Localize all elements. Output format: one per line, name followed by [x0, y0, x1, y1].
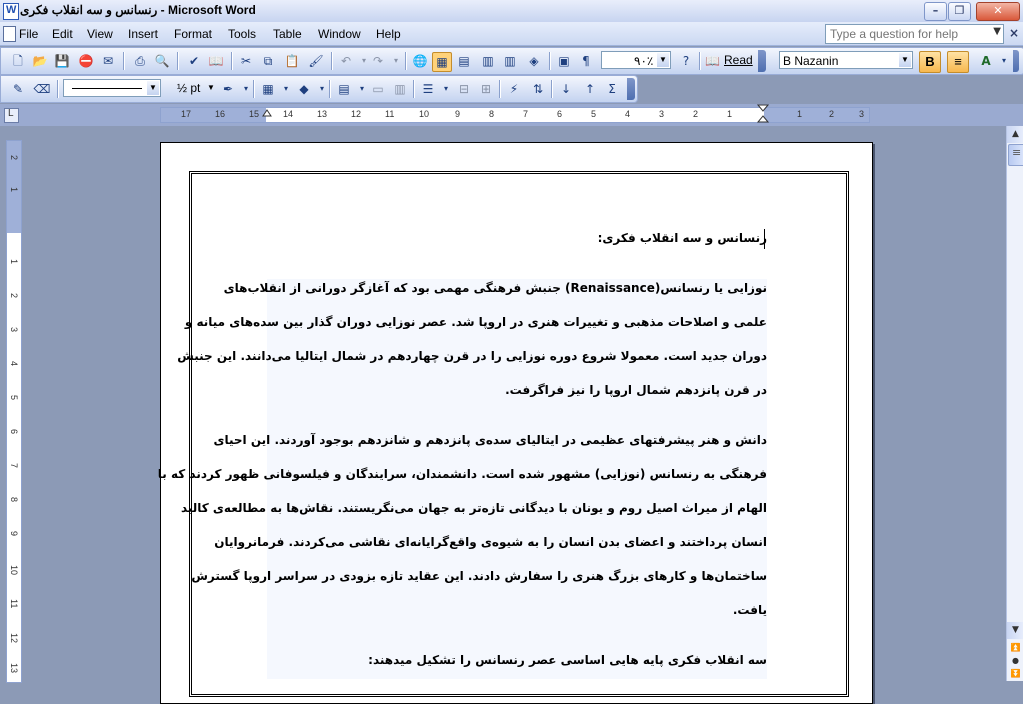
- close-button[interactable]: ✕: [976, 2, 1020, 21]
- cut-icon[interactable]: ✂: [240, 54, 252, 68]
- sort-ascending-icon[interactable]: ↓: [560, 82, 572, 96]
- print-icon[interactable]: ⎙: [135, 54, 145, 68]
- scroll-down-icon[interactable]: ▼: [1007, 622, 1023, 639]
- ruler-margin-right: [764, 108, 869, 122]
- select-browse-object-icon[interactable]: ●: [1012, 656, 1019, 665]
- window-title: رنسانس و سه انقلاب فکری - Microsoft Word: [20, 3, 256, 17]
- chevron-down-icon[interactable]: ▾: [319, 84, 324, 93]
- toolbar-separator: [231, 52, 233, 70]
- ruler-label: 1: [727, 109, 733, 119]
- autosum-icon[interactable]: Σ: [608, 82, 616, 96]
- toolbar-options-icon[interactable]: [627, 78, 635, 100]
- left-indent-marker-icon[interactable]: [262, 109, 272, 121]
- shading-color-icon[interactable]: ◆: [299, 82, 309, 96]
- ruler-label: 3: [859, 109, 865, 119]
- paragraph-line[interactable]: دانش و هنر پیشرفتهای عظیمی در ایتالیای سده‌ی پانزدهم و شانزدهم بوجود آوردند. این احیای: [213, 433, 767, 447]
- insert-excel-icon[interactable]: ▥: [482, 54, 494, 68]
- paragraph-line[interactable]: علمی و اصلاحات مذهبی و تغییرات هنری در اروپا شد. عصر نوزایی دوران گذار بین سده‌های میانه و: [184, 315, 767, 329]
- vruler-label: 3: [9, 327, 19, 333]
- chevron-down-icon[interactable]: ▾: [243, 84, 248, 93]
- ruler-label: 6: [557, 109, 563, 119]
- undo-dropdown-icon[interactable]: ▾: [361, 56, 366, 65]
- menu-window[interactable]: Window: [318, 27, 361, 41]
- ruler-label: 15: [249, 109, 260, 119]
- paste-icon[interactable]: 📋: [284, 54, 300, 68]
- insert-table-icon[interactable]: ▤: [458, 54, 470, 68]
- open-folder-icon[interactable]: 📂: [32, 54, 48, 68]
- menu-edit[interactable]: Edit: [52, 27, 73, 41]
- copy-icon[interactable]: ⧉: [263, 54, 273, 68]
- ruler-label: 4: [625, 109, 631, 119]
- vertical-scrollbar[interactable]: [1006, 126, 1023, 681]
- undo-icon[interactable]: ↶: [340, 54, 352, 68]
- ruler-label: 16: [215, 109, 226, 119]
- menu-insert[interactable]: Insert: [128, 27, 159, 41]
- paragraph-line[interactable]: سه انقلاب فکری پایه هایی اساسی عصر رنسانس را تشکیل میدهند:: [368, 653, 767, 667]
- toolbar-separator: [177, 52, 179, 70]
- vruler-label: 2: [9, 155, 19, 161]
- align-cell-icon[interactable]: ☰: [422, 82, 434, 96]
- ruler-label: 3: [659, 109, 665, 119]
- toolbar-separator: [499, 80, 501, 98]
- scroll-thumb[interactable]: [1008, 144, 1023, 166]
- chevron-down-icon[interactable]: ▾: [359, 84, 364, 93]
- merge-cells-icon[interactable]: ▭: [372, 82, 384, 96]
- line-weight-select[interactable]: [167, 79, 217, 97]
- font-color-icon[interactable]: A: [981, 54, 991, 68]
- paragraph-line[interactable]: نوزایی یا رنسانس(Renaissance) جنبش فرهنگی مهمی بود که آغازگر دورانی از انقلاب‌های: [223, 281, 767, 295]
- previous-page-icon[interactable]: ⏫: [1010, 643, 1021, 652]
- chevron-down-icon[interactable]: ▾: [1001, 56, 1006, 65]
- ruler-label: 2: [693, 109, 699, 119]
- document-icon[interactable]: [3, 26, 16, 42]
- menu-help[interactable]: Help: [376, 27, 401, 41]
- menu-view[interactable]: View: [87, 27, 113, 41]
- help-search-box[interactable]: [825, 24, 1004, 44]
- chevron-down-icon[interactable]: ▼: [899, 53, 911, 67]
- vruler-label: 9: [9, 531, 19, 537]
- distribute-rows-icon[interactable]: ⊟: [458, 82, 470, 96]
- menu-file[interactable]: File: [19, 27, 39, 41]
- show-hide-icon[interactable]: ¶: [582, 54, 590, 68]
- read-icon[interactable]: 📖: [705, 54, 720, 68]
- ruler-label: 7: [523, 109, 529, 119]
- permission-icon[interactable]: ⛔: [78, 54, 94, 68]
- standard-toolbar: [0, 47, 1023, 75]
- vruler-label: 6: [9, 429, 19, 435]
- spelling-icon[interactable]: ✔: [188, 54, 200, 68]
- vertical-ruler[interactable]: [6, 140, 22, 683]
- paragraph-line[interactable]: ساختمان‌ها و کارهای بزرگ هنری را سفارش دادند. این عقاید تازه بزودی در سراسر اروپا گسترش: [191, 569, 767, 583]
- paragraph-line[interactable]: یافت.: [732, 603, 767, 617]
- font-name-select[interactable]: [779, 51, 913, 69]
- vruler-label: 4: [9, 361, 19, 367]
- document-heading[interactable]: رنسانس و سه انقلاب فکری:: [597, 231, 767, 245]
- read-button[interactable]: Read: [724, 53, 753, 67]
- ruler-label: 5: [591, 109, 597, 119]
- toolbar-options-icon[interactable]: [1013, 50, 1019, 72]
- close-document-button[interactable]: ×: [1009, 26, 1020, 40]
- chevron-down-icon[interactable]: ▼: [207, 83, 215, 92]
- ruler-label: 14: [283, 109, 294, 119]
- print-preview-icon[interactable]: 🔍: [154, 54, 170, 68]
- vruler-label: 2: [9, 293, 19, 299]
- ruler-label: 12: [351, 109, 362, 119]
- paragraph-line[interactable]: انسان پرداختند و اعضای بدن انسان را به شیوه‌ی واقع‌گرایانه‌ای نقاشی می‌کردند. فرمانروایان: [214, 535, 767, 549]
- eraser-icon[interactable]: ⌫: [33, 82, 51, 96]
- format-painter-icon[interactable]: 🖌: [308, 54, 324, 68]
- toolbar-separator: [699, 52, 701, 70]
- menu-tools[interactable]: Tools: [228, 27, 257, 41]
- vruler-label: 5: [9, 395, 19, 401]
- vruler-label: 1: [9, 259, 19, 265]
- vruler-label: 13: [9, 663, 19, 674]
- zoom-value: ۹۰٪: [634, 54, 654, 68]
- indent-marker-icon[interactable]: [757, 104, 769, 124]
- borders-icon[interactable]: ▦: [262, 82, 274, 96]
- line-weight-value: ½ pt: [177, 81, 201, 95]
- line-style-sample: [72, 88, 142, 89]
- paragraph-line[interactable]: الهام از میراث اصیل روم و یونان با دیدگانی تازه‌تر به جهان می‌نگریستند. نقاش‌ها به مطالعه‌ی کالبد: [180, 501, 767, 515]
- ruler-area: [0, 104, 1023, 126]
- draw-table-icon[interactable]: ✎: [12, 82, 24, 96]
- help-icon[interactable]: ?: [682, 54, 690, 68]
- redo-dropdown-icon[interactable]: ▾: [393, 56, 398, 65]
- toolbar-separator: [331, 52, 333, 70]
- drawing-icon[interactable]: ◈: [529, 54, 539, 68]
- toolbar-separator: [413, 80, 415, 98]
- menu-format[interactable]: Format: [174, 27, 213, 41]
- ruler-label: 11: [385, 109, 395, 119]
- hyperlink-icon[interactable]: 🌐: [412, 54, 428, 68]
- document-map-icon[interactable]: ▣: [558, 54, 570, 68]
- paragraph-line[interactable]: دوران جدید است. معمولا شروع دوره نوزایی را در قرن چهاردهم در شمال ایتالیا می‌دانند. این جنبش: [177, 349, 767, 363]
- vruler-label: 11: [9, 599, 19, 609]
- vruler-label: 12: [9, 633, 19, 644]
- title-bar: [0, 0, 1023, 23]
- toolbar-separator: [405, 52, 407, 70]
- help-search-input[interactable]: [828, 26, 987, 41]
- save-icon[interactable]: 💾: [54, 54, 70, 68]
- text-direction-icon[interactable]: ⇅: [532, 82, 544, 96]
- bold-button[interactable]: B: [919, 51, 941, 73]
- vruler-label: 10: [9, 565, 19, 576]
- paragraph-line[interactable]: در قرن پانزدهم شمال اروپا را نیز فراگرفت.: [505, 383, 767, 397]
- ruler-label: 10: [419, 109, 430, 119]
- minimize-button[interactable]: –: [924, 2, 947, 21]
- ruler-label: 1: [797, 109, 803, 119]
- redo-icon[interactable]: ↷: [372, 54, 384, 68]
- border-color-icon[interactable]: ✒: [222, 82, 234, 96]
- scroll-up-icon[interactable]: ▲: [1007, 126, 1023, 143]
- vruler-label: 1: [9, 187, 19, 193]
- new-document-icon[interactable]: 🗋: [13, 54, 23, 68]
- ruler-label: 2: [829, 109, 835, 119]
- toolbar-separator: [549, 52, 551, 70]
- chevron-down-icon[interactable]: ▼: [147, 81, 159, 95]
- toolbar-options-icon[interactable]: [758, 50, 766, 72]
- email-icon[interactable]: ✉: [102, 54, 114, 68]
- sort-descending-icon[interactable]: ↑: [584, 82, 596, 96]
- chevron-down-icon[interactable]: ▾: [283, 84, 288, 93]
- align-right-button[interactable]: ≡: [947, 51, 969, 73]
- ruler-label: 9: [455, 109, 461, 119]
- vruler-label: 7: [9, 463, 19, 469]
- table-autoformat-icon[interactable]: ⚡: [509, 82, 519, 96]
- tables-borders-toolbar: [0, 75, 638, 103]
- insert-table-grid-icon[interactable]: ▤: [338, 82, 350, 96]
- chevron-down-icon[interactable]: ▼: [993, 26, 1001, 37]
- vruler-label: 8: [9, 497, 19, 503]
- menu-table[interactable]: Table: [273, 27, 302, 41]
- ruler-label: 13: [317, 109, 328, 119]
- ruler-label: 17: [181, 109, 192, 119]
- next-page-icon[interactable]: ⏬: [1010, 669, 1021, 678]
- toolbar-separator: [57, 80, 59, 98]
- toolbar-separator: [253, 80, 255, 98]
- restore-button[interactable]: ❐: [948, 2, 971, 21]
- document-page[interactable]: [157, 142, 873, 704]
- toolbar-separator: [329, 80, 331, 98]
- chevron-down-icon[interactable]: ▼: [657, 53, 669, 67]
- paragraph-line[interactable]: فرهنگی به رنسانس (نوزایی) مشهور شده است. دانشمندان، سرایندگان و فیلسوفانی ظهور کردند که با: [157, 467, 767, 481]
- toolbar-separator: [551, 80, 553, 98]
- ruler-label: 8: [489, 109, 495, 119]
- columns-icon[interactable]: ▥: [504, 54, 516, 68]
- research-icon[interactable]: 📖: [208, 54, 224, 68]
- distribute-columns-icon[interactable]: ⊞: [480, 82, 492, 96]
- chevron-down-icon[interactable]: ▾: [443, 84, 448, 93]
- split-cells-icon[interactable]: ▥: [394, 82, 406, 96]
- word-app-icon[interactable]: [3, 3, 19, 20]
- tab-selector[interactable]: [4, 108, 19, 123]
- tables-borders-icon[interactable]: ▦: [432, 52, 452, 72]
- line-style-select[interactable]: [63, 79, 161, 97]
- font-name-value: B Nazanin: [783, 54, 839, 68]
- zoom-select[interactable]: [601, 51, 671, 69]
- toolbar-separator: [123, 52, 125, 70]
